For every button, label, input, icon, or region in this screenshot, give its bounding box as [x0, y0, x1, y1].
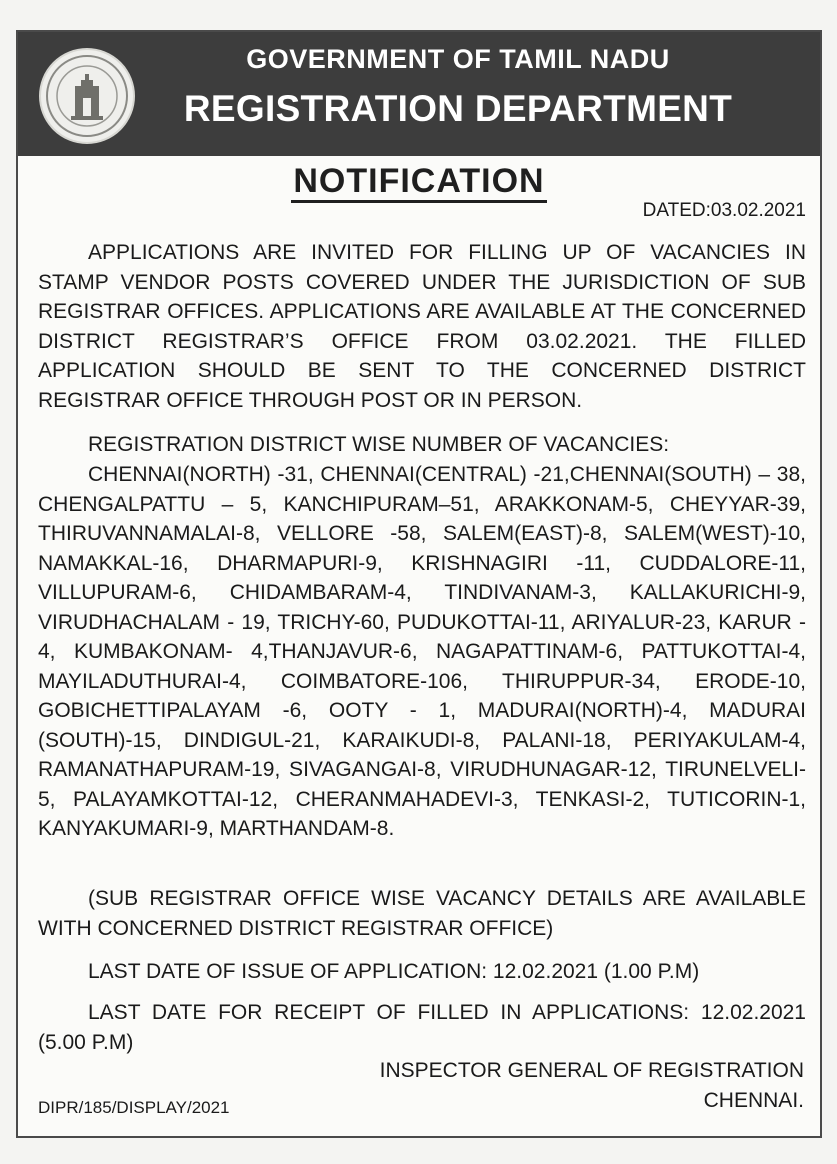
- signoff-location: CHENNAI.: [703, 1089, 804, 1112]
- notice-date: DATED:03.02.2021: [642, 200, 806, 221]
- last-date-receipt: LAST DATE FOR RECEIPT OF FILLED IN APPLICATIONS: 12.02.2021 (5.00 P.M): [38, 1001, 806, 1054]
- signoff-block: [380, 1056, 804, 1116]
- notification-title-text: NOTIFICATION: [291, 162, 546, 203]
- notification-title: [18, 162, 820, 201]
- reference-code: DIPR/185/DISPLAY/2021: [38, 1098, 230, 1117]
- header-government-title: GOVERNMENT OF TAMIL NADU: [246, 44, 670, 74]
- tamil-nadu-emblem-icon: [39, 48, 135, 144]
- intro-paragraph: APPLICATIONS ARE INVITED FOR FILLING UP OF VACANCIES IN STAMP VENDOR POSTS COVERED UNDER THE JURISDICTION OF SUB REGISTRAR OFFICES. APPLICATIONS ARE AVAILABLE AT THE CONCERNED DISTRICT REGISTRAR’S OFFICE FROM 03.02.2021. THE FILLED APPLICATION SHOULD BE SENT TO THE CONCERNED DISTRICT REGISTRAR OFFICE THROUGH POST OR IN PERSON.: [38, 241, 806, 412]
- signoff-title: INSPECTOR GENERAL OF REGISTRATION: [379, 1059, 804, 1082]
- vacancy-list: CHENNAI(NORTH) -31, CHENNAI(CENTRAL) -21,CHENNAI(SOUTH) – 38, CHENGALPATTU – 5, KANCHIPURAM–51, ARAKKONAM-5, CHEYYAR-39, THIRUVANNAMALAI-8, VELLORE -58, SALEM(EAST)-8, SALEM(WEST)-10, NAMAKKAL-16, DHARMAPURI-9, KRISHNAGIRI -11, CUDDALORE-11, VILLUPURAM-6, CHIDAMBARAM-4, TINDIVANAM-3, KALLAKURICHI-9, VIRUDHACHALAM - 19, TRICHY-60, PUDUKOTTAI-11, ARIYALUR-23, KARUR - 4, KUMBAKONAM- 4,THANJAVUR-6, NAGAPATTINAM-6, PATTUKOTTAI-4, MAYILADUTHURAI-4, COIMBATORE-106, THIRUPPUR-34, ERODE-10, GOBICHETTIPALAYAM -6, OOTY - 1, MADURAI(NORTH)-4, MADURAI (SOUTH)-15, DINDIGUL-21, KARAIKUDI-8, PALANI-18, PERIYAKULAM-4, RAMANATHAPURAM-19, SIVAGANGAI-8, VIRUDHUNAGAR-12, TIRUNELVELI-5, PALAYAMKOTTAI-12, CHERANMAHADEVI-3, TENKASI-2, TUTICORIN-1, KANYAKUMARI-9, MARTHANDAM-8.: [38, 463, 806, 840]
- header-banner: [18, 32, 820, 156]
- vacancy-heading: REGISTRATION DISTRICT WISE NUMBER OF VACANCIES:: [88, 433, 670, 456]
- last-date-issue: LAST DATE OF ISSUE OF APPLICATION: 12.02.2021 (1.00 P.M): [88, 960, 700, 983]
- vacancy-details-note: (SUB REGISTRAR OFFICE WISE VACANCY DETAILS ARE AVAILABLE WITH CONCERNED DISTRICT REGISTRAR OFFICE): [38, 887, 806, 940]
- header-department-title: REGISTRATION DEPARTMENT: [183, 88, 733, 129]
- notice-frame: [16, 30, 822, 1138]
